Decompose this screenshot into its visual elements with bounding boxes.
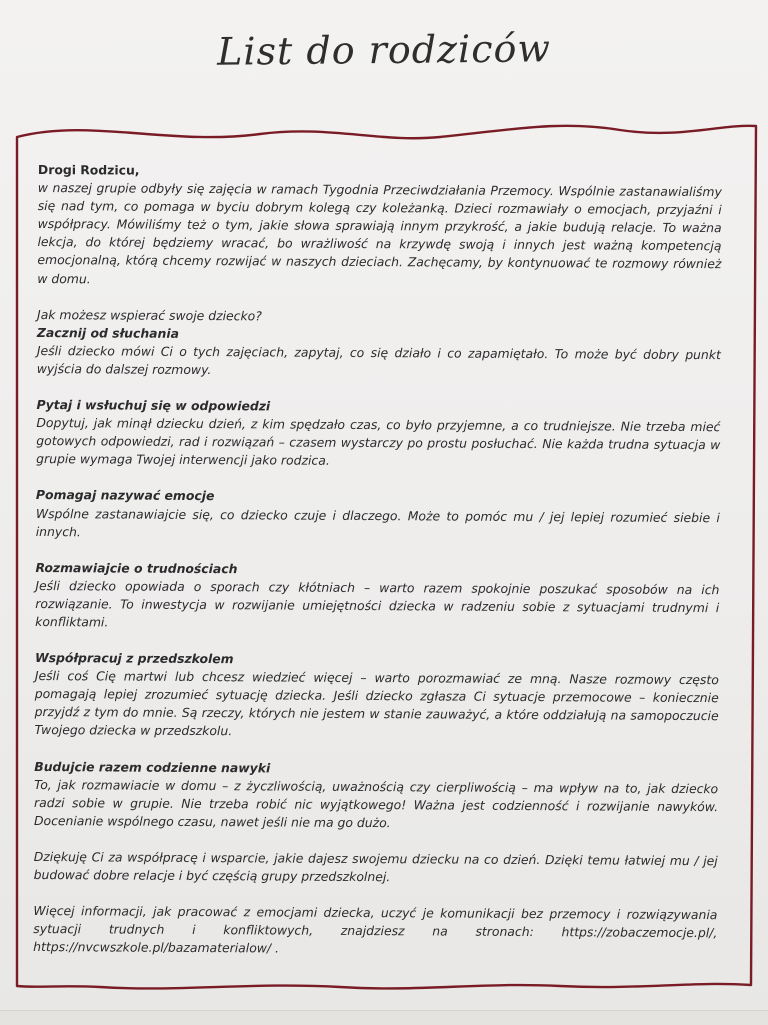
section-body-listening: Jeśli dziecko mówi Ci o tych zajęciach, zapytaj, co się działo i co zapamiętało. To może być dobry punkt wyjścia do dalszej rozmowy. (36, 342, 721, 378)
section-heading-habits: Budujcie razem codzienne nawyki (34, 758, 271, 775)
page-title: List do rodziców (216, 26, 552, 74)
section-heading-asking: Pytaj i wsłuchuj się w odpowiedzi (36, 397, 271, 414)
more-info-paragraph: Więcej informacji, jak pracować z emocjami dziecka, uczyć je komunikacji bez przemocy i rozwiązywania sytuacji trudnych i konfliktowych, znajdziesz na stronach: https://zobaczemocje.pl/, https://nvcwszkole.pl/bazamaterialow/ . (33, 903, 718, 956)
section-heading-cooperation: Współpracuj z przedszkolem (34, 650, 234, 667)
question-line: Jak możesz wspierać swoje dziecko? (37, 306, 262, 324)
thanks-paragraph: Dziękuję Ci za współpracę i wsparcie, jakie dajesz swojemu dziecku na co dzień. Dzięki temu łatwiej mu / jej budować dobre relacje i być częścią grupy przedszkolnej. (33, 848, 718, 885)
section-body-emotions: Wspólne zastanawiajcie się, co dziecko czuje i dlaczego. Może to pomóc mu / jej lepiej rozumieć siebie i innych. (35, 505, 720, 539)
section-body-cooperation: Jeśli coś Cię martwi lub chcesz wiedzieć więcej – warto porozmawiać ze mną. Nasze rozmowy często pomagają lepiej zrozumieć sytuację dziecka. Jeśli dziecko zgłasza Ci sytuacje przemocowe – koniecznie przyjdź z tym do mnie. Są rzeczy, których nie jestem w stanie zauważyć, a które oddziałują na samopoczucie Twojego dziecka w przedszkolu. (34, 668, 719, 739)
section-heading-emotions: Pomagaj nazywać emocje (35, 487, 215, 504)
section-heading-difficulties: Rozmawiajcie o trudnościach (35, 559, 238, 576)
section-heading-listening: Zacznij od słuchania (36, 324, 180, 341)
greeting: Drogi Rodzicu, (37, 161, 140, 178)
intro-paragraph: w naszej grupie odbyły się zajęcia w ramach Tygodnia Przeciwdziałania Przemocy. Wspólnie zastanawialiśmy się nad tym, co pomaga w byciu dobrym kolegą czy koleżanką. Dzieci rozmawiały o emocjach, przyjaźni i współpracy. Mówiliśmy też o tym, jakie słowa sprawiają innym przykrość, a jakie budują relacje. To ważna lekcja, do której będziemy wracać, bo wrażliwość na krzywdę swoją i innych jest ważną kompetencją emocjonalną, którą chcemy rozwijać w naszych dzieciach. Zachęcamy, by kontynuować te rozmowy również w domu. (37, 180, 722, 286)
letter-body (33, 161, 722, 979)
next-page-edge (0, 1010, 768, 1025)
section-body-asking: Dopytuj, jak minął dziecku dzień, z kim spędzało czas, co było przyjemne, a co trudniejsze. Nie trzeba mieć gotowych odpowiedzi, rad i rozwiązań – czasem wystarczy po prostu posłuchać. Nie każda trudna sytuacja w grupie wymaga Twojej interwencji jako rodzica. (36, 415, 721, 469)
section-body-habits: To, jak rozmawiacie w domu – z życzliwością, uważnością czy cierpliwością – ma wpływ na to, jak dziecko radzi sobie w grupie. Nie trzeba robić nic wyjątkowego! Ważna jest codzienność i rozwijanie nawyków. Docenianie wspólnego czasu, nawet jeśli nie ma go dużo. (33, 776, 719, 830)
section-body-difficulties: Jeśli dziecko opowiada o sporach czy kłótniach – warto razem spokojnie poszukać sposobów na ich rozwiązanie. To inwestycja w rozwijanie umiejętności dziecka w radzeniu sobie z sytuacjami trudnymi i konfliktami. (35, 577, 720, 630)
